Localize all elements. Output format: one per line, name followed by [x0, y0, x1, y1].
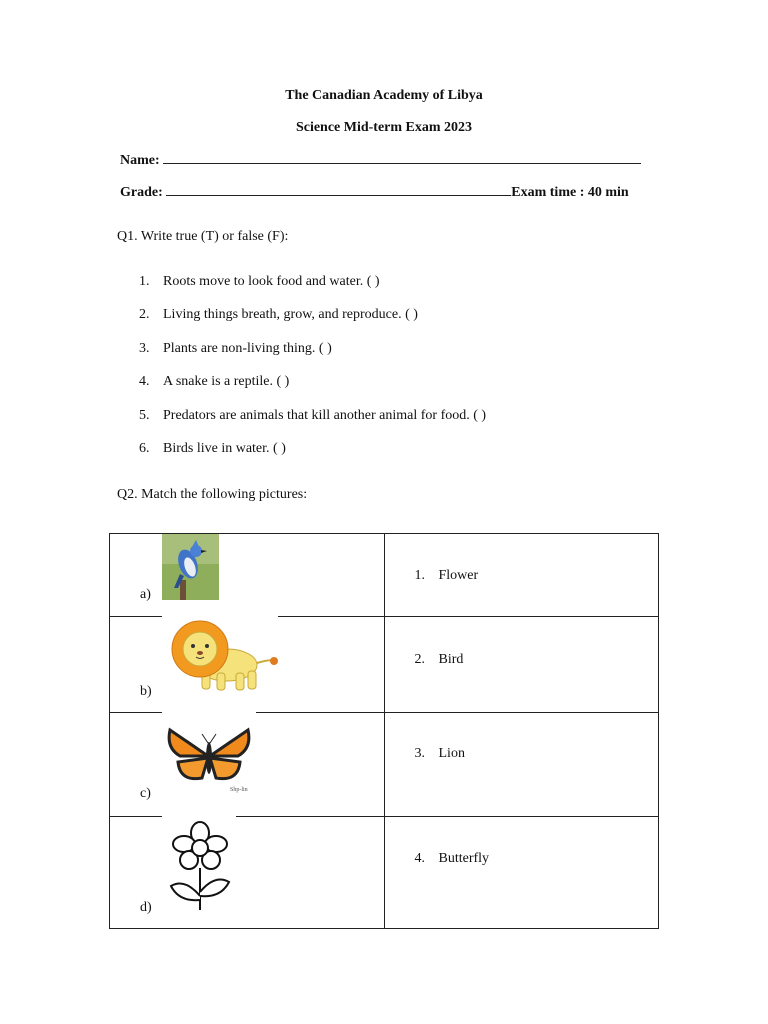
bird-image [162, 534, 219, 600]
table-row [110, 713, 659, 817]
q1-item: 5. Predators are animals that kill another animal for food. ( ) [139, 408, 487, 423]
match-option: 3. Lion [414, 746, 465, 761]
grade-label: Grade: [120, 185, 163, 200]
name-label: Name: [120, 153, 160, 168]
q1-item: 2. Living things breath, grow, and reproduce. ( ) [139, 307, 418, 322]
picture-cell [110, 817, 385, 929]
flower-image [165, 820, 235, 912]
option-cell [384, 713, 659, 817]
exam-title: Science Mid-term Exam 2023 [295, 120, 473, 135]
match-letter: a) [140, 587, 151, 602]
q1-item: 4. A snake is a reptile. ( ) [139, 374, 290, 389]
q1-title: Q1. Write true (T) or false (F): [117, 229, 289, 244]
match-letter: c) [140, 786, 151, 801]
picture-cell [110, 534, 385, 617]
q1-item: 1. Roots move to look food and water. ( ) [139, 274, 380, 289]
exam-time: Exam time : 40 min [511, 185, 629, 200]
name-row [120, 151, 641, 169]
match-letter: b) [140, 684, 152, 699]
match-option: 1. Flower [414, 568, 479, 583]
q1-item: 3. Plants are non-living thing. ( ) [139, 341, 332, 356]
picture-cell [110, 713, 385, 817]
grade-blank-line[interactable] [166, 183, 511, 196]
lion-image [162, 619, 280, 693]
q2-title: Q2. Match the following pictures: [117, 487, 308, 502]
option-cell [384, 534, 659, 617]
q1-item: 6. Birds live in water. ( ) [139, 441, 286, 456]
name-blank-line[interactable] [163, 151, 641, 164]
school-name: The Canadian Academy of Libya [285, 88, 483, 103]
matching-table [109, 533, 659, 929]
picture-cell [110, 617, 385, 713]
image-caption: Shp-lin [230, 787, 248, 793]
table-row [110, 534, 659, 617]
option-cell [384, 817, 659, 929]
grade-row [120, 183, 629, 201]
image-white-margin [162, 600, 278, 616]
match-option: 2. Bird [414, 652, 464, 667]
option-cell [384, 617, 659, 713]
match-letter: d) [140, 900, 152, 915]
butterfly-image [166, 726, 252, 786]
table-row [110, 617, 659, 713]
table-row [110, 817, 659, 929]
match-option: 4. Butterfly [414, 851, 490, 866]
